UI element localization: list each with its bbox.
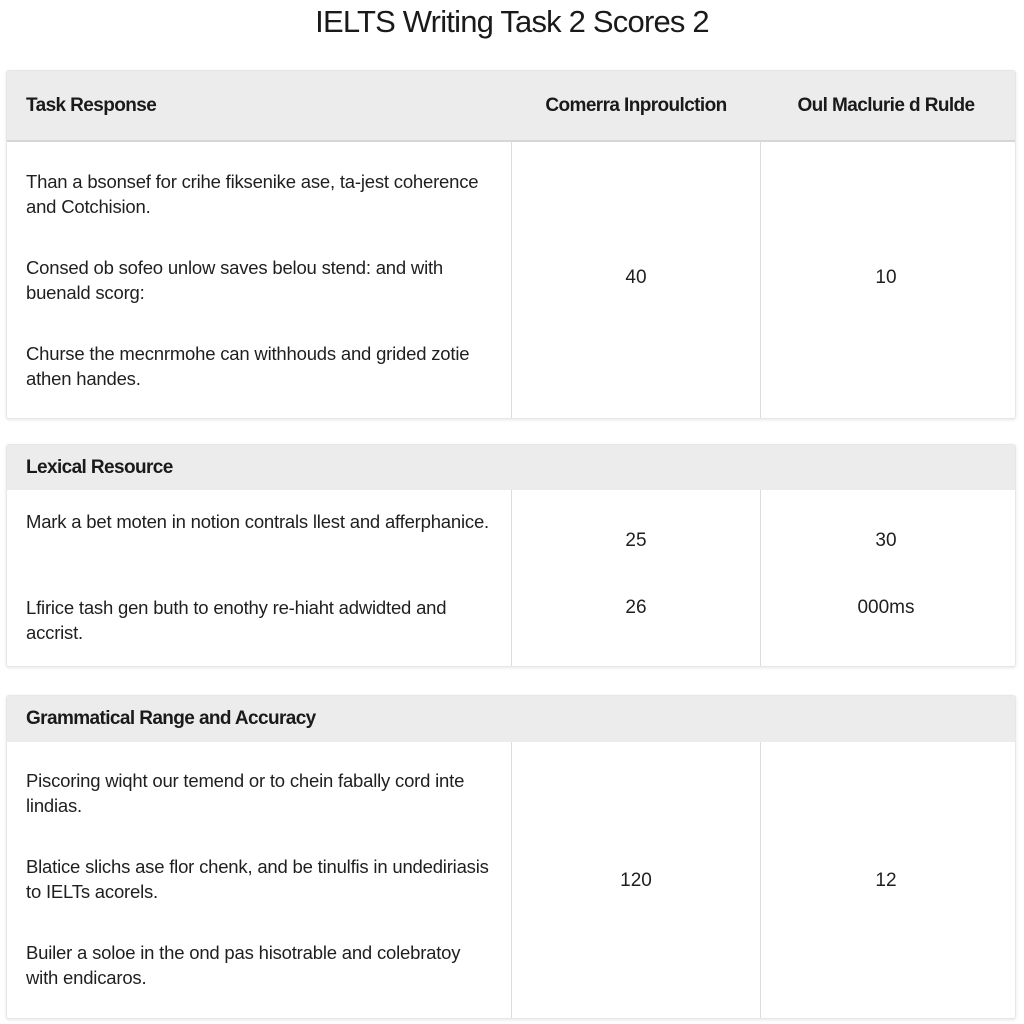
lexical-resource-section: [6, 444, 1016, 667]
criterion-description: Lfirice tash gen buth to enothy re-hiaht adwidted and accrist.: [26, 597, 447, 643]
column-divider: [760, 490, 761, 667]
column-divider: [760, 142, 761, 419]
score-cell: 25: [625, 530, 647, 551]
criterion-description: Mark a bet moten in notion contrals llest and afferphanice.: [26, 511, 489, 532]
task-response-section: [6, 70, 1016, 419]
score-cell: 40: [625, 267, 647, 288]
column-divider: [760, 742, 761, 1019]
criterion-description: Piscoring wiqht our temend or to chein fabally cord inte lindias.: [26, 770, 465, 816]
criterion-description: Blatice slichs ase flor chenk, and be tinulfis in undediriasis to IELTs acorels.: [26, 856, 489, 902]
criterion-description: Churse the mecnrmohe can withhouds and grided zotie athen handes.: [26, 343, 470, 389]
section-title-task-response: Task Response: [26, 95, 157, 116]
page-title: IELTS Writing Task 2 Scores 2: [315, 4, 709, 39]
grammatical-range-section: [6, 695, 1016, 1019]
criterion-description: Consed ob sofeo unlow saves belou stend: and with buenald scorg:: [26, 257, 444, 303]
table-header-row: [7, 71, 1015, 141]
score-cell: 10: [875, 267, 897, 288]
section-header-row: [7, 696, 1015, 742]
score-cell: 000ms: [857, 597, 915, 618]
criterion-description: Builer a soloe in the ond pas hisotrable and colebratoy with endicaros.: [26, 942, 461, 988]
score-cell: 12: [875, 870, 897, 891]
section-title-lexical-resource: Lexical Resource: [26, 457, 173, 478]
column-header-3: Oul Maclurie d Rulde: [797, 95, 975, 116]
column-divider: [511, 490, 512, 667]
section-header-row: [7, 445, 1015, 490]
column-header-2: Comerra Inproulction: [545, 95, 727, 116]
section-title-grammatical-range: Grammatical Range and Accuracy: [26, 708, 316, 729]
score-cell: 30: [875, 530, 897, 551]
score-cell: 26: [625, 597, 647, 618]
criterion-description: Than a bsonsef for crihe fiksenike ase, ta-jest coherence and Cotchision.: [26, 171, 479, 217]
score-cell: 120: [620, 870, 652, 891]
